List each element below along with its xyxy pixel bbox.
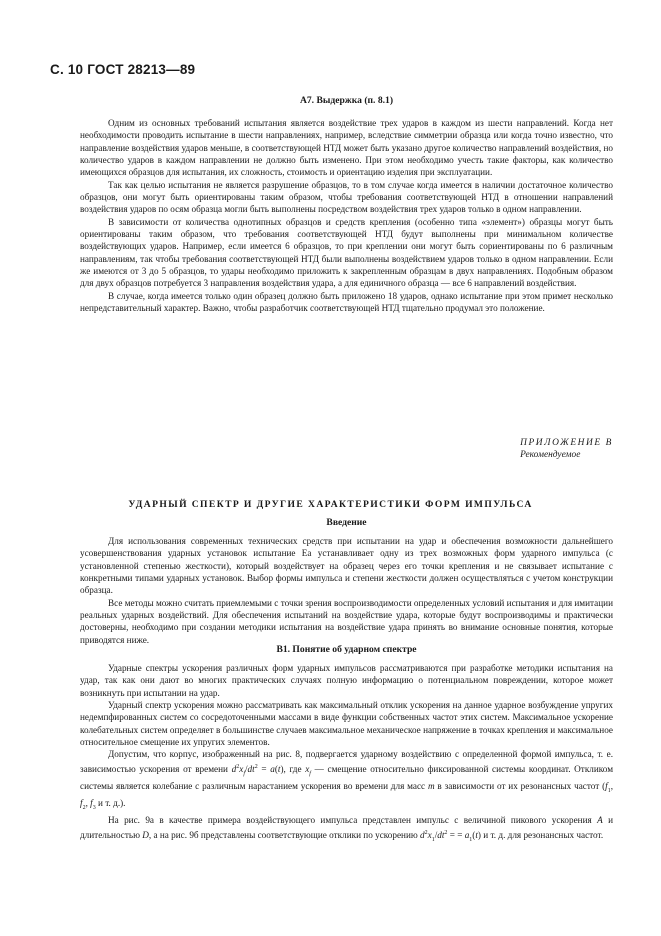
section-a7 [80, 95, 613, 315]
page-header: С. 10 ГОСТ 28213—89 [50, 62, 196, 77]
section-a7-paragraph: В зависимости от количества однотипных образцов и средств крепления (особенно типа «элемент») образцы могут быть ориентированы таким образом, что требования соответствующей НТД будут выполнены при минимальном количестве воздействующих ударов. Например, если имеется 6 образцов, то при креплении они могут быть сориентированы по 6 различным направлениям, так чтобы требования соответствующей НТД были выполнены воздействием ударов только в одном направлении. Если же имеются от 3 до 5 образцов, то удары необходимо приложить к закрепленным образцам в двух направлениях. Подобным образом для двух образцов потребуется 3 направления воздействия удара, а для единичного образца — все 6 направлений воздействия. [80, 216, 613, 289]
section-a7-paragraph: Так как целью испытания не является разрушение образцов, то в том случае когда имеется в наличии достаточное количество образцов, они могут быть ориентированы таким образом, чтобы требования соответствующей НТД в отношении направлений воздействия ударов по осям образца могли быть выполнены посредством воздействия трех ударов только в одном направлении. [80, 179, 613, 215]
introduction-section [80, 517, 613, 646]
appendix-title: УДАРНЫЙ СПЕКТР И ДРУГИЕ ХАРАКТЕРИСТИКИ ФОРМ ИМПУЛЬСА [128, 499, 533, 510]
section-b1-paragraph-3: Допустим, что корпус, изображенный на рис. 8, подвергается ударному воздействию с определенной формой импульса, т. е. зависимостью ускорения от времени $d^2x_f/dt^2 = a(t)$, где $x_f$ — смещение относительно фиксированной системы координат. Откликом системы является колебание с различным нарастанием ускорения во времени для масс m в зависимости от их резонансных частот ($f_1$, $f_2$, $f_3$ и т. д.). [80, 749, 614, 811]
introduction-paragraph: Все методы можно считать приемлемыми с точки зрения воспроизводимости определенных условий испытания и для имитации реальных ударных воздействий. Для обеспечения испытаний на воздействие удара, которые будут воспроизводимы и практически достоверны, необходимо при создании методики испытания на воздействие удара принять во внимание основные понятия, которые приводятся ниже. [80, 597, 613, 645]
section-a7-paragraph: Одним из основных требований испытания является воздействие трех ударов в каждом из шести направлений. Когда нет необходимости проводить испытание в шести направлениях, например, вследствие симметрии образца или когда точно известно, что направление воздействия ударов меньше, в соответствующей НТД может быть указано другое количество направлений воздействия, но количество ударов в каждом направлении не должно быть изменено. При этом необходимо учесть такие факторы, как количество имеющихся образцов для испытания, их сложность, стоимость и ориентацию изделия при эксплуатации. [80, 118, 613, 178]
section-b1 [80, 644, 613, 846]
section-b1-paragraph: Ударные спектры ускорения различных форм ударных импульсов рассматриваются при разработке методики испытания на удар, так как они дают во многих практических случаях полную информацию о потенциальном повреждении, которое может возникнуть при испытании на удар. [80, 663, 613, 698]
section-a7-paragraph: В случае, когда имеется только один образец должно быть приложено 18 ударов, однако испытание при этом примет несколько непредставительный характер. Важно, чтобы разработчик соответствующей НТД тщательно продумал это положение. [80, 290, 613, 314]
appendix-block [520, 437, 613, 461]
appendix-label: ПРИЛОЖЕНИЕ В [520, 438, 613, 448]
section-a7-heading: А7. Выдержка (п. 8.1) [299, 95, 394, 106]
section-b1-heading: В1. Понятие об ударном спектре [276, 644, 417, 655]
appendix-status: Рекомендуемое [520, 450, 581, 460]
introduction-paragraph: Для использования современных технических средств при испытании на удар и обеспечения возможности дальнейшего усовершенствования ударных установок испытание Еа устанавливает одну из трех возможных форм ударного импульса (с установленной степенью жесткости), который воздействует на образец через его точки крепления и не связывает испытание с конкретными типами ударных установок. Выбор формы импульса и степени жесткости должен осуществляться с учетом конструкции образца. [80, 536, 613, 596]
introduction-heading: Введение [326, 517, 367, 528]
section-b1-paragraph-4: На рис. 9а в качестве примера воздействующего импульса представлен импульс с величиной пикового ускорения A и длительностью D, а на рис. 9б представлены соответствующие отклики по ускорению $d^2x_1/dt^2$ = = $a_1(t)$ и т. д. для резонансных частот. [80, 815, 613, 843]
section-b1-paragraph: Ударный спектр ускорения можно рассматривать как максимальный отклик ускорения на данное ударное возбуждение упругих недемпфированных систем со сосредоточенными массами в виде функции собственных частот этих систем. Максимальное ускорение колебательных систем определяет в большинстве случаев максимальное механическое напряжение в точках крепления и максимальное относительное смещение их упругих элементов. [80, 700, 613, 748]
